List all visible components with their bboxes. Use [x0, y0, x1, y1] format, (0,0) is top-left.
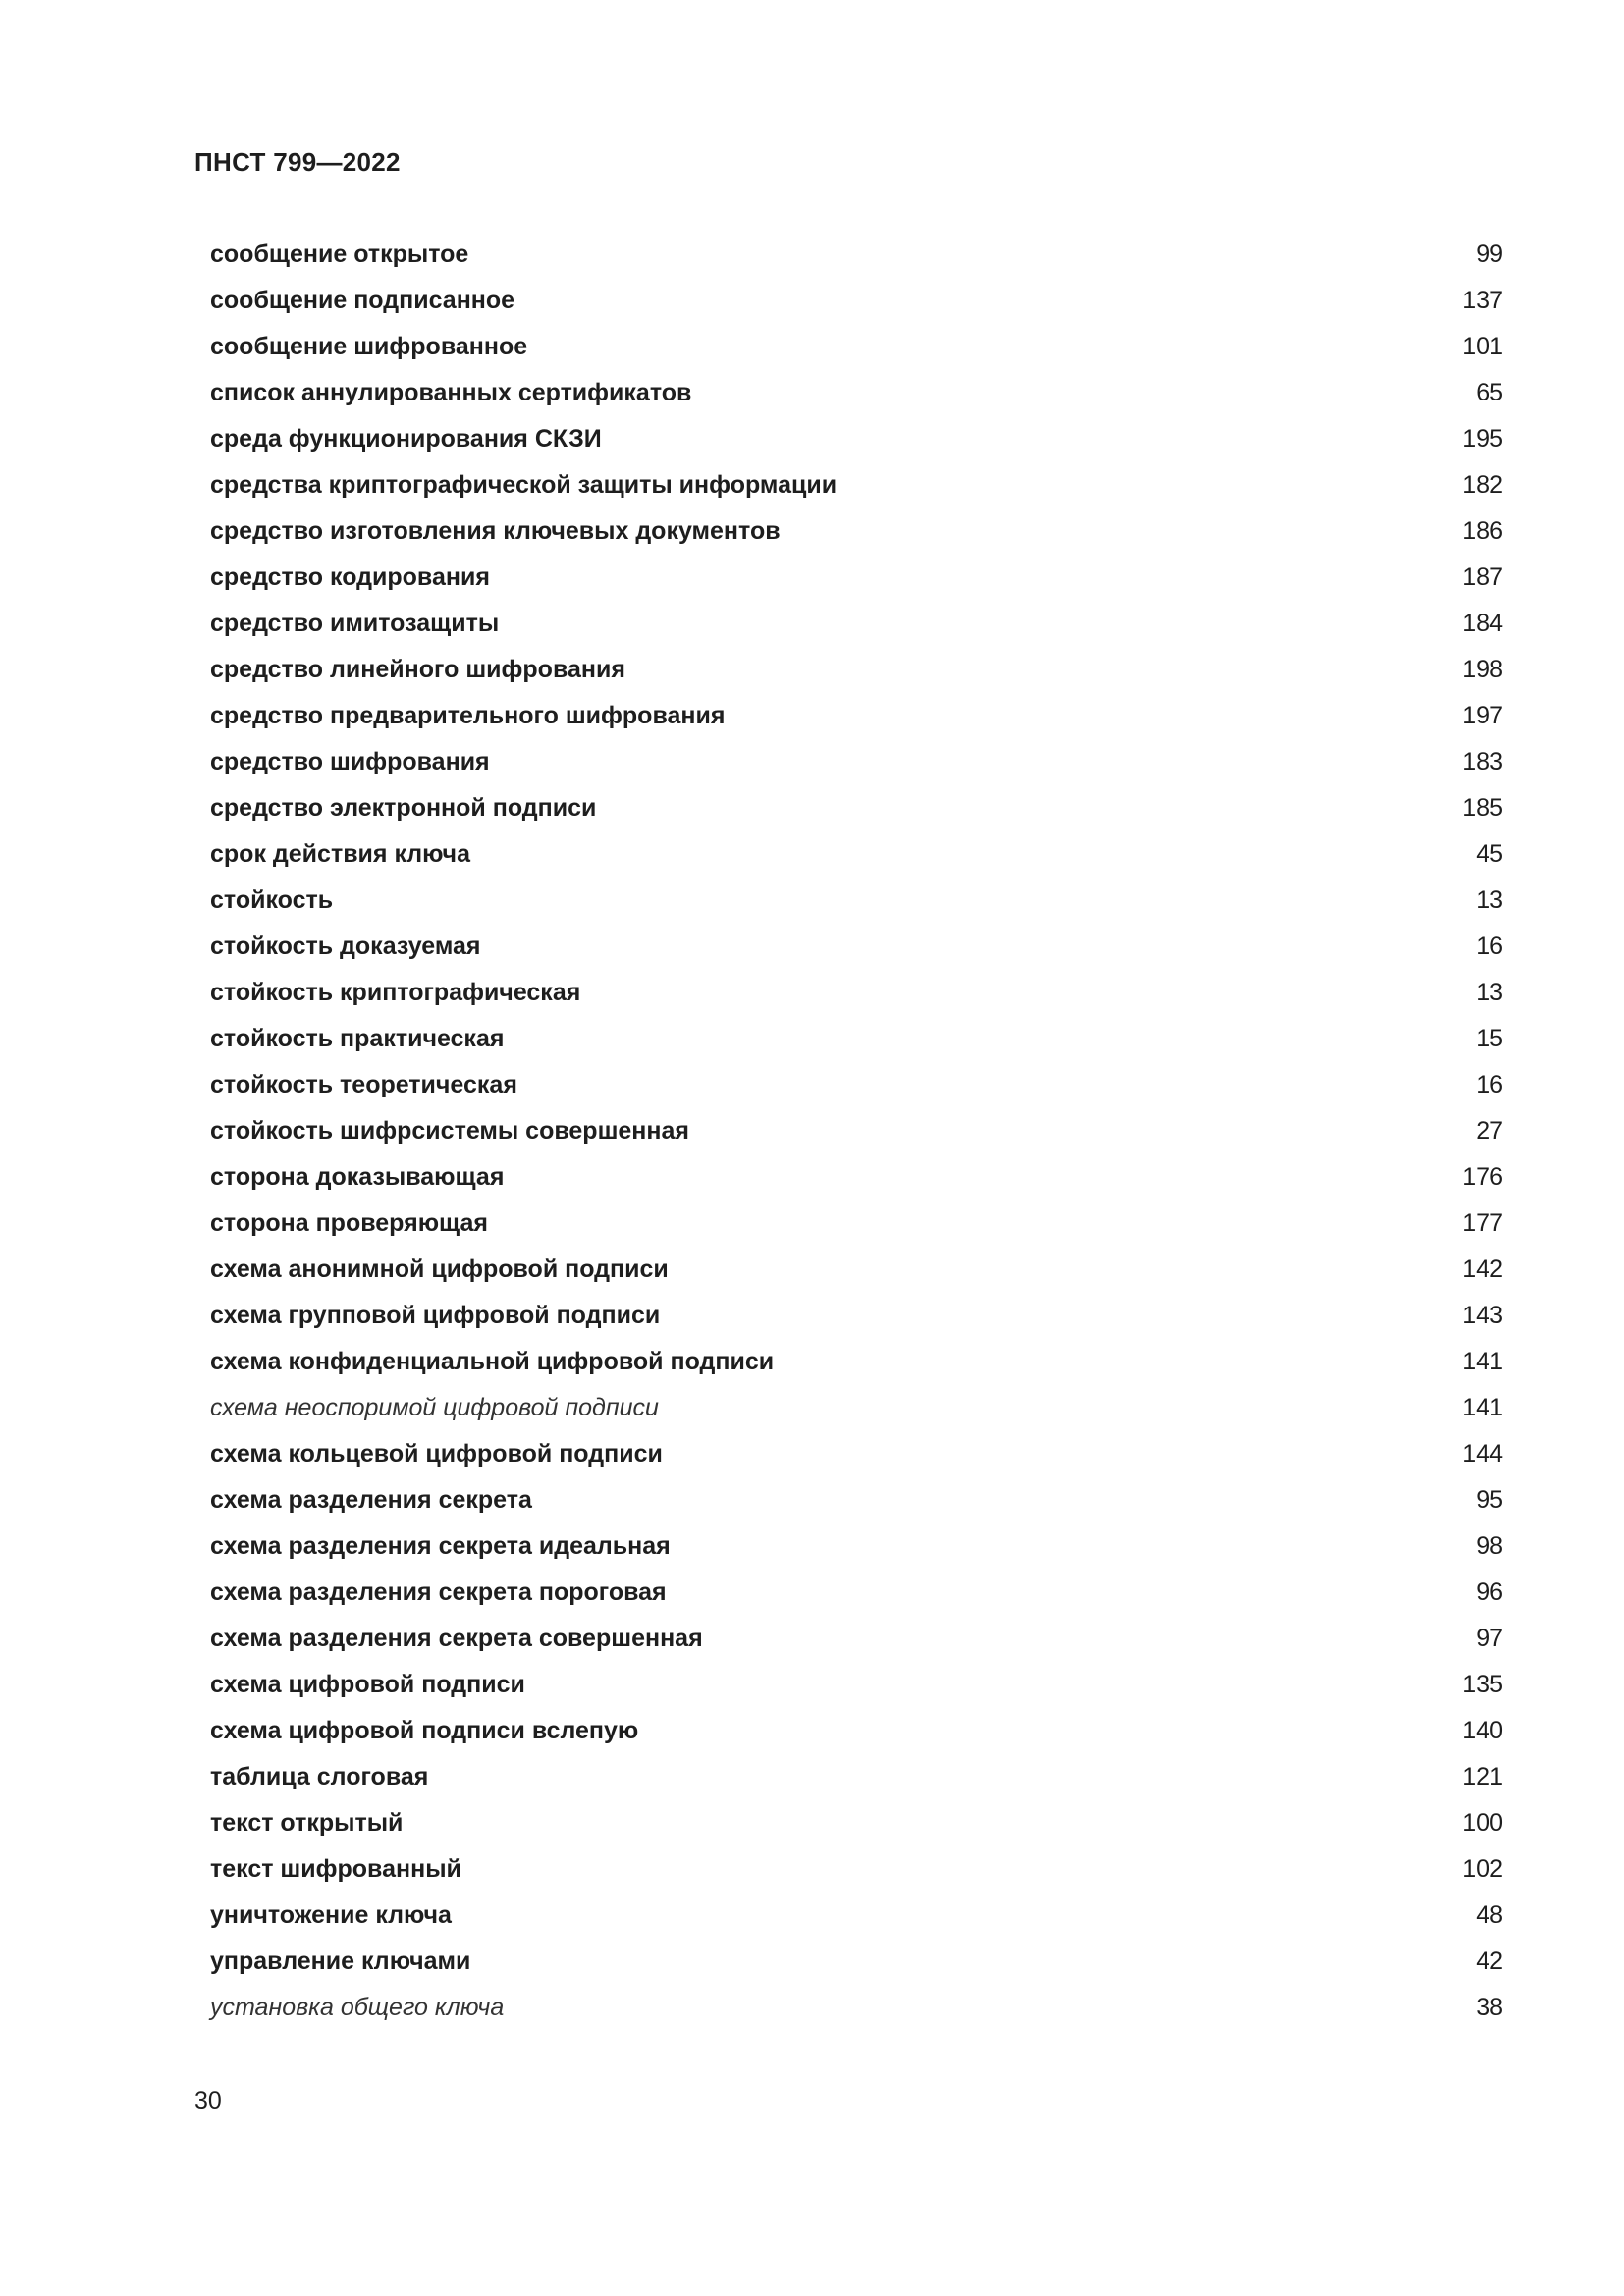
index-entry [210, 508, 1503, 555]
index-page-ref: 177 [1462, 1209, 1503, 1237]
index-page-ref: 95 [1476, 1486, 1503, 1514]
index-entry [210, 278, 1503, 324]
index-entry [210, 1985, 1503, 2031]
index-entry [210, 785, 1503, 831]
index-entry [210, 601, 1503, 647]
index-term: сторона доказывающая [210, 1163, 505, 1191]
index-page-ref: 144 [1462, 1440, 1503, 1468]
index-page-ref: 13 [1476, 979, 1503, 1006]
index-page-ref: 13 [1476, 886, 1503, 914]
index-term: средство предварительного шифрования [210, 702, 726, 729]
index-page-ref: 183 [1462, 748, 1503, 775]
index-entry [210, 1431, 1503, 1477]
index-term: сообщение подписанное [210, 287, 515, 314]
index-term: средства криптографической защиты информации [210, 471, 838, 499]
index-page-ref: 38 [1476, 1994, 1503, 2021]
index-page-ref: 99 [1476, 240, 1503, 268]
index-page-ref: 102 [1462, 1855, 1503, 1883]
index-page-ref: 141 [1462, 1394, 1503, 1421]
index-entry [210, 970, 1503, 1016]
index-entry [210, 324, 1503, 370]
index-term: среда функционирования СКЗИ [210, 425, 602, 453]
index-entry [210, 739, 1503, 785]
index-entry [210, 416, 1503, 462]
index-term: установка общего ключа [210, 1994, 505, 2021]
index-page-ref: 142 [1462, 1255, 1503, 1283]
index-term: уничтожение ключа [210, 1901, 452, 1929]
index-entry [210, 1247, 1503, 1293]
index-entry [210, 1016, 1503, 1062]
index-term: управление ключами [210, 1948, 471, 1975]
index-term: схема анонимной цифровой подписи [210, 1255, 669, 1283]
index-entry [210, 924, 1503, 970]
index-entry [210, 232, 1503, 278]
index-term: средство имитозащиты [210, 610, 500, 637]
index-page-ref: 197 [1462, 702, 1503, 729]
index-term: стойкость криптографическая [210, 979, 581, 1006]
index-term: средство изготовления ключевых документов [210, 517, 781, 545]
index-entry [210, 1385, 1503, 1431]
index-term: средство линейного шифрования [210, 656, 625, 683]
index-term: сообщение открытое [210, 240, 469, 268]
index-page-ref: 48 [1476, 1901, 1503, 1929]
index-entry [210, 1846, 1503, 1893]
index-entry [210, 1523, 1503, 1570]
index-page-ref: 143 [1462, 1302, 1503, 1329]
index-entry [210, 1570, 1503, 1616]
index-entry [210, 831, 1503, 878]
index-page-ref: 198 [1462, 656, 1503, 683]
index-term: схема разделения секрета идеальная [210, 1532, 671, 1560]
index-page-ref: 16 [1476, 1071, 1503, 1098]
index-entry [210, 1662, 1503, 1708]
index-page-ref: 97 [1476, 1625, 1503, 1652]
index-entry [210, 462, 1503, 508]
index-term: стойкость шифрсистемы совершенная [210, 1117, 690, 1145]
index-entry [210, 1201, 1503, 1247]
index-term: список аннулированных сертификатов [210, 379, 692, 406]
index-page-ref: 100 [1462, 1809, 1503, 1837]
index-term: стойкость практическая [210, 1025, 505, 1052]
index-entry [210, 1108, 1503, 1154]
index-page-ref: 65 [1476, 379, 1503, 406]
index-entry [210, 555, 1503, 601]
index-term: таблица слоговая [210, 1763, 429, 1790]
index-term: схема цифровой подписи [210, 1671, 525, 1698]
index-page-ref: 96 [1476, 1578, 1503, 1606]
page-number: 30 [194, 2087, 222, 2114]
index-entry [210, 1800, 1503, 1846]
index-term: схема разделения секрета [210, 1486, 532, 1514]
index-term: схема цифровой подписи вслепую [210, 1717, 639, 1744]
index-term: средство электронной подписи [210, 794, 597, 822]
index-page-ref: 27 [1476, 1117, 1503, 1145]
index-entry [210, 370, 1503, 416]
index-entry [210, 647, 1503, 693]
index-page-ref: 42 [1476, 1948, 1503, 1975]
index-term: средство шифрования [210, 748, 490, 775]
index-page-ref: 135 [1462, 1671, 1503, 1698]
index-term: средство кодирования [210, 563, 490, 591]
index-page-ref: 176 [1462, 1163, 1503, 1191]
index-page-ref: 121 [1462, 1763, 1503, 1790]
index-page-ref: 185 [1462, 794, 1503, 822]
index-entry [210, 1893, 1503, 1939]
index-term: сторона проверяющая [210, 1209, 488, 1237]
index-entry [210, 1293, 1503, 1339]
index-term: текст открытый [210, 1809, 404, 1837]
alphabetical-index [210, 232, 1503, 2031]
index-term: схема разделения секрета совершенная [210, 1625, 703, 1652]
index-term: схема групповой цифровой подписи [210, 1302, 661, 1329]
index-entry [210, 1708, 1503, 1754]
index-entry [210, 1616, 1503, 1662]
index-page-ref: 187 [1462, 563, 1503, 591]
index-term: схема разделения секрета пороговая [210, 1578, 667, 1606]
index-term: стойкость доказуемая [210, 933, 481, 960]
index-term: схема кольцевой цифровой подписи [210, 1440, 663, 1468]
index-entry [210, 1062, 1503, 1108]
index-entry [210, 878, 1503, 924]
index-term: сообщение шифрованное [210, 333, 528, 360]
index-page-ref: 186 [1462, 517, 1503, 545]
index-page-ref: 140 [1462, 1717, 1503, 1744]
index-entry [210, 1154, 1503, 1201]
index-page-ref: 182 [1462, 471, 1503, 499]
index-entry [210, 693, 1503, 739]
index-page-ref: 45 [1476, 840, 1503, 868]
index-page-ref: 195 [1462, 425, 1503, 453]
index-entry [210, 1754, 1503, 1800]
index-page-ref: 15 [1476, 1025, 1503, 1052]
index-page-ref: 184 [1462, 610, 1503, 637]
index-page-ref: 98 [1476, 1532, 1503, 1560]
index-page-ref: 16 [1476, 933, 1503, 960]
index-term: срок действия ключа [210, 840, 470, 868]
index-page-ref: 141 [1462, 1348, 1503, 1375]
index-entry [210, 1939, 1503, 1985]
index-term: схема неоспоримой цифровой подписи [210, 1394, 659, 1421]
index-page-ref: 137 [1462, 287, 1503, 314]
index-entry [210, 1477, 1503, 1523]
index-entry [210, 1339, 1503, 1385]
index-term: текст шифрованный [210, 1855, 461, 1883]
document-code: ПНСТ 799—2022 [194, 147, 401, 177]
index-page-ref: 101 [1462, 333, 1503, 360]
index-term: стойкость [210, 886, 334, 914]
index-term: схема конфиденциальной цифровой подписи [210, 1348, 775, 1375]
index-term: стойкость теоретическая [210, 1071, 517, 1098]
